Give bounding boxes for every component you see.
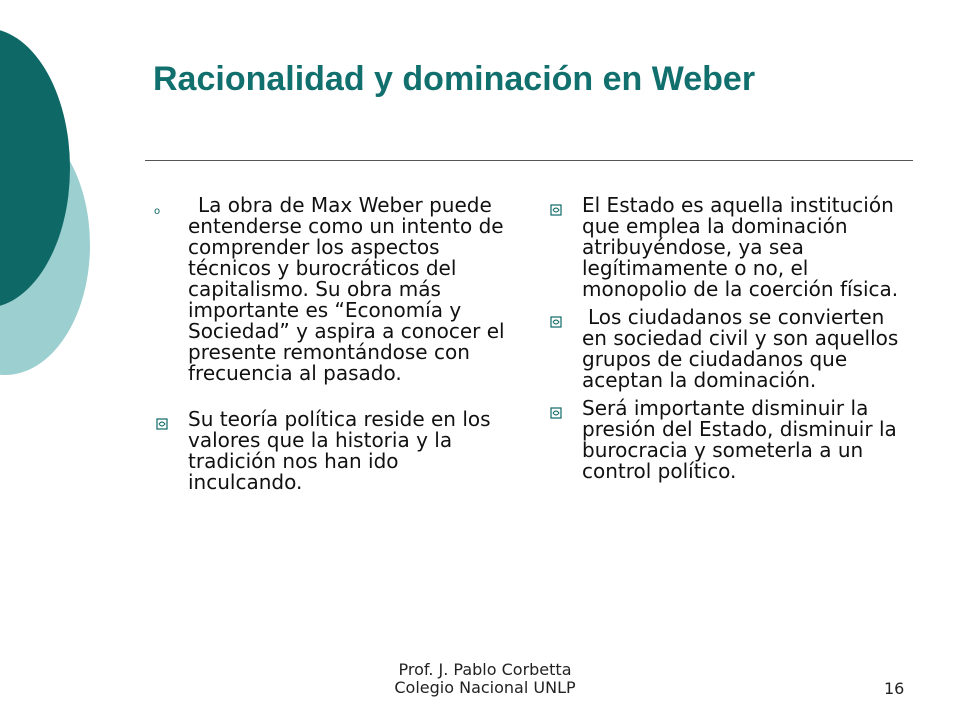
- slide-footer: [375, 661, 595, 697]
- bullet-item: [544, 195, 914, 300]
- swirl-bullet-icon: [550, 407, 562, 419]
- footer-institution: Colegio Nacional UNLP: [394, 678, 576, 697]
- slide-title: Racionalidad y dominación en Weber: [153, 60, 756, 98]
- swirl-bullet-icon: [550, 316, 562, 328]
- bullet-text: El Estado es aquella institución que emplea la dominación atribuyéndose, ya sea legítimamente o no, el monopolio de la coerción física.: [582, 193, 899, 301]
- bullet-text: Será importante disminuir la presión del Estado, disminuir la burocracia y someterla a un control político.: [582, 396, 897, 483]
- page-number: 16: [884, 679, 905, 698]
- bullet-item: [150, 409, 515, 493]
- footer-author: Prof. J. Pablo Corbetta: [398, 660, 572, 679]
- bullet-item: [544, 398, 914, 482]
- swirl-bullet-icon: [156, 418, 168, 430]
- bullet-item: [544, 307, 914, 391]
- bullet-item: [150, 195, 515, 384]
- right-column: [544, 195, 914, 489]
- bullet-text: La obra de Max Weber puede entenderse como un intento de comprender los aspectos técnicos y burocráticos del capitalismo. Su obra más importante es “Economía y Sociedad” y aspira a conocer el presente remontándose con frecuencia al pasado.: [188, 193, 505, 385]
- bullet-text: Los ciudadanos se convierten en sociedad civil y son aquellos grupos de ciudadanos que aceptan la dominación.: [582, 305, 899, 392]
- bullet-text: Su teoría política reside en los valores que la historia y la tradición nos han ido inculcando.: [188, 407, 491, 494]
- left-column: [150, 195, 515, 493]
- circle-bullet-icon: o: [154, 206, 161, 217]
- swirl-bullet-icon: [550, 204, 562, 216]
- title-divider: [145, 160, 913, 161]
